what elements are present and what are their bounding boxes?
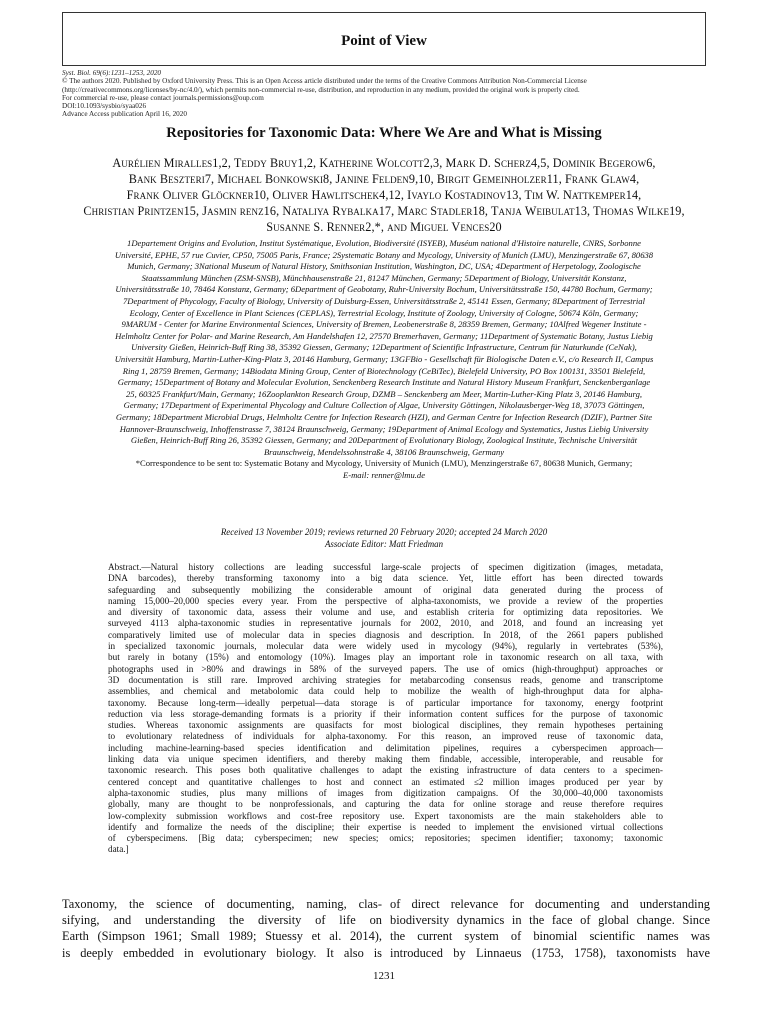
- affiliation-line: Germany; 17Department of Experimental Phycology and Culture Collection of Algae, University Göttingen, Nikolausberger-Weg 18, 37073 Göttingen,: [123, 400, 645, 411]
- permissions-line[interactable]: For commercial re-use, please contact journals.permissions@oup.com: [62, 93, 264, 102]
- received-dates: [62, 527, 706, 550]
- abstract-line: studies. Whereas taxonomic assignments are quasifacts for most biological disciplines, they remain hypotheses pertaining: [108, 720, 663, 731]
- affiliation-line: 25, 60325 Frankfurt/Main, Germany; 16Zooplankton Research Group, DZMB – Senckenberg am Meer, Martin-Luther-King Platz 3, 20146 Hamburg,: [125, 388, 643, 399]
- abstract-line: to evolutionary relatedness of individuals for alpha-taxonomy. For this reason, an improved reuse of taxonomic data,: [108, 731, 663, 742]
- correspondence-line: *Correspondence to be sent to: Systematic Botany and Mycology, University of Munich (LMU), Menzingerstraße 67, 80638 Munich, Germany;: [135, 458, 633, 469]
- affiliation-line: Helmholtz Center for Polar- and Marine Research, Am Handelshafen 12, 27570 Bremerhaven, Germany; 11Department of Systematic Botany, Justus Liebig: [115, 330, 653, 341]
- abstract-line: of cyberspecimens. [Big data; cyberspecimen; new species; omics; repositories; specimen identifier; taxonomy; taxonomic: [108, 833, 663, 844]
- abstract-line: Abstract.—Natural history collections are leading successful large-scale projects of specimen digitization (images, metadata,: [108, 562, 663, 572]
- citation-line: Syst. Biol. 69(6):1231–1253, 2020: [62, 69, 162, 77]
- abstract-line: 3D documentation is still rare. Improved archiving strategies for metabarcoding consensus reads, genome and transcriptome: [108, 674, 663, 685]
- abstract-line: surveyed 4113 alpha-taxonomic studies in representative journals for 2002, 2010, and 2018, and found an increasing yet: [108, 618, 663, 629]
- abstract-line: reduction via less storage-demanding formats is a priority if their information content suffices for the purpose of taxonomic: [108, 708, 663, 719]
- section-title: Point of View: [341, 33, 427, 49]
- associate-editor-line: Associate Editor: Matt Friedman: [324, 538, 444, 549]
- abstract-line: safeguarding and subsequently mobilizing the considerable amount of original data generated during the process of: [108, 584, 663, 595]
- abstract-line: taxonomic research. This poses both qualitative challenges to adapt the existing infrastructure of data centers to a specimen-: [108, 765, 663, 776]
- abstract-line: assemblies, and chemical and metabolomic data could help to mobilize the wealth of high-throughput data for alpha-: [108, 686, 663, 697]
- copyright-line: © The authors 2020. Published by Oxford University Press. This is an Open Access article distributed under the terms of the Creative Commons Attribution Non-Commercial License: [62, 77, 587, 86]
- affiliation-line: Staatssammlung München (ZSM-SNSB), Münchhausenstraße 21, 81247 München, Germany; 5Department of Biology, Universität Konstanz,: [141, 272, 627, 283]
- affiliation-line: Universität Hamburg, Martin-Luther-King-Platz 3, 20146 Hamburg, Germany; 13GFBio - Gesellschaft für Biologische Daten e.V., c/o Research II, Campus: [114, 353, 654, 364]
- abstract-line: taxonomy. Because long-term—ideally perpetual—data storage is of particular importance for taxonomy, energy footprint: [108, 697, 663, 708]
- body-line: introduced by Linnaeus (1753, 1758), taxonomists have: [390, 945, 710, 960]
- author-list: [52, 156, 716, 236]
- affiliation-line: Université, EPHE, 57 rue Cuvier, CP50, 75005 Paris, France; 2Systematic Botany and Mycology, University of Munich (LMU), Menzingerstraße 67, 80638: [114, 249, 654, 260]
- author-line: Frank Oliver Glöckner10, Oliver Hawlitschek4,12, Ivaylo Kostadinov13, Tim W. Nattkemper14,: [126, 187, 642, 202]
- body-column-left: [62, 896, 382, 961]
- body-line: Earth (Simpson 1961; Small 1989; Stuessy et al. 2014),: [62, 929, 382, 944]
- body-line: Taxonomy, the science of documenting, naming, clas-: [62, 897, 382, 911]
- page-number: 1231: [373, 970, 395, 982]
- abstract-line: including machine-learning-based species identification and delimitation pipelines, requires a cyberspecimen approach—: [108, 742, 663, 753]
- email-line: E-mail: renner@lmu.de: [342, 469, 426, 480]
- abstract-line: low-complexity submission workflows and cost-free repository use. Expert taxonomists are the main stakeholders able to: [108, 810, 663, 821]
- body-line: is deeply embedded in evolutionary biology. It also is: [62, 945, 382, 960]
- abstract: [108, 562, 663, 856]
- abstract-line: linking data via unique specimen identifiers, and thereby making them findable, accessible, interoperable, and reusable for: [108, 754, 663, 765]
- abstract-line: data.]: [108, 844, 129, 855]
- abstract-line: photographs used in >80% and drawings in 58% of the surveyed papers. The use of omics (high-throughput) approaches or: [108, 663, 663, 674]
- affiliation-line: Universitätsstraße 10, 78464 Konstanz, Germany; 6Department of Geobotany, Ruhr-University Bochum, Universitätsstraße 150, 44780 Bochum, Germany;: [115, 284, 653, 295]
- body-column-right: [390, 896, 710, 961]
- paper-title: Repositories for Taxonomic Data: Where We Are and What is Missing: [166, 125, 602, 141]
- affiliations: [58, 238, 710, 481]
- body-line: of direct relevance for documenting and understanding: [390, 897, 710, 911]
- author-line: Susanne S. Renner2,*, and Miguel Vences20: [266, 219, 502, 234]
- affiliation-line: Hannover-Braunschweig, Inhoffenstrasse 7, 38124 Braunschweig, Germany; 19Department of Animal Ecology and Systematics, Justus Liebig University: [119, 423, 649, 434]
- author-line: Aurélien Miralles1,2, Teddy Bruy1,2, Katherine Wolcott2,3, Mark D. Scherz4,5, Dominik Begerow6,: [112, 156, 656, 170]
- affiliation-line: Braunschweig, Mendelssohnstraße 4, 38106 Braunschweig, Germany: [263, 446, 505, 457]
- advance-access-line: Advance Access publication April 16, 2020: [62, 110, 187, 119]
- doi-line: DOI:10.1093/sysbio/syaa026: [62, 102, 147, 111]
- affiliation-line: Gießen, Heinrich-Buff Ring 26, 35392 Giessen, Germany; and 20Department of Evolutionary Biology, Zoological Institute, Technische Universität: [130, 435, 638, 446]
- received-line: Received 13 November 2019; reviews returned 20 February 2020; accepted 24 March 2020: [220, 527, 548, 537]
- affiliation-line: 7Department of Phycology, Faculty of Biology, University of Duisburg-Essen, Universitätsstraße 2, 45141 Essen, Germany; 8Department of Terrestrial: [122, 295, 645, 306]
- author-line: Christian Printzen15, Jasmin renz16, Nataliya Rybalka17, Marc Stadler18, Tanja Weibulat13, Thomas Wilke19,: [83, 203, 685, 218]
- body-line: the current system of binomial scientific names was: [390, 929, 710, 944]
- abstract-line: naming 15,000–20,000 species every year. From the perspective of alpha-taxonomists, we provide a review of the properties: [108, 595, 663, 606]
- license-line: (http://creativecommons.org/licenses/by-nc/4.0/), which permits non-commercial re-use, distribution, and reproduction in any medium, provided the original work is properly cited.: [62, 85, 580, 94]
- abstract-line: comparatively limited use of molecular data in species diagnosis and description. In 2018, of the 2661 papers published: [108, 629, 663, 640]
- abstract-line: but rarely in botany (15%) and entomology (10%). Images play an important role in taxonomic research on all taxa, with: [108, 652, 663, 663]
- abstract-line: alpha-taxonomic studies, plus many millions of images from digitization campaigns. Of the 30,000–40,000 taxonomists: [108, 787, 663, 798]
- affiliation-line: Ecology, Center of Excellence in Plant Sciences (CEPLAS), Terrestrial Ecology, Institute of Zoology, University of Cologne, 50674 Köln, Germany;: [129, 307, 639, 318]
- abstract-line: DNA barcodes), thereby transforming taxonomy into a big data science. Yet, little effort has been directed towards: [108, 573, 663, 584]
- abstract-line: identify and formalize the needs of the discipline; their expertise is needed to implement the envisioned virtual collections: [108, 821, 663, 832]
- abstract-line: centered concept and quantitative challenges to host and connect an estimated ≤2 million images produced per year by: [108, 776, 663, 787]
- affiliation-line: Germany; 15Department of Botany and Molecular Evolution, Senckenberg Research Institute and Natural History Museum Frankfurt, Senckenberganlage: [117, 377, 651, 388]
- section-header-box: [62, 12, 706, 66]
- body-line: sifying, and understanding the diversity of life on: [62, 913, 382, 928]
- affiliation-line: University Gießen, Heinrich-Buff Ring 38, 35392 Giessen, Germany; 12Department of Scientific Infrastructure, Centrum für Naturkunde (CeNak),: [131, 342, 637, 353]
- publication-metadata: [62, 69, 712, 119]
- affiliation-line: Ring 1, 28759 Bremen, Germany; 14Biodata Mining Group, Center of Biotechnology (CeBiTec), Bielefeld University, PO Box 100131, 33501 Bielefeld,: [122, 365, 646, 376]
- affiliation-line: 1Departement Origins and Evolution, Institut Systématique, Evolution, Biodiversité (ISYEB), Muséum national d'Histoire naturelle, CNRS, Sorbonne: [127, 238, 641, 248]
- abstract-line: globally, many are thought to be nonprofessionals, and capturing the data for online storage and reuse therefore requires: [108, 799, 663, 810]
- affiliation-line: Munich, Germany; 3National Museum of Natural History, Smithsonian Institution, Washington, DC, USA; 4Department of Herpetology, Zoologische: [127, 261, 641, 272]
- abstract-line: and diversity of taxonomic data, assess their volume and use, and establish criteria for optimizing data repositories. We: [108, 607, 663, 618]
- affiliation-line: Germany; 18Department Microbial Drugs, Helmholtz Centre for Infection Research (HZI), and German Centre for Infection Research (DZIF), Partner Site: [115, 411, 653, 422]
- body-line: biodiversity dynamics in the face of global change. Since: [390, 913, 710, 928]
- author-line: Bank Beszteri7, Michael Bonkowski8, Janine Felden9,10, Birgit Gemeinholzer11, Frank Glaw4,: [128, 171, 640, 186]
- abstract-line: in specialized taxonomic journals, molecular data were widely used in mycology (94%), regularly in vertebrates (53%),: [108, 641, 663, 652]
- affiliation-line: 9MARUM - Center for Marine Environmental Sciences, University of Bremen, Leobenerstraße 8, 28359 Bremen, Germany; 10Alfred Wegener Institute -: [121, 319, 647, 330]
